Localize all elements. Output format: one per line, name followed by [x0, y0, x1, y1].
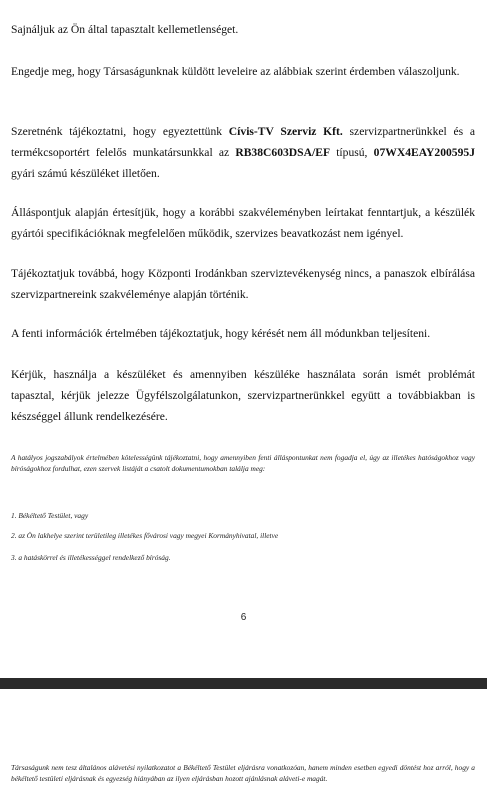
legal-notice: A hatályos jogszabályok értelmében kötelességünk tájékoztatni, hogy amennyiben fenti álláspontunkat nem fogadja el, úgy az illetékes hatóságokhoz vagy bíróságokhoz fordulhat, ezen szervek listáját a csatolt dokumentumokban találja meg: [11, 453, 475, 473]
consultation-text-2: szervizpartnerünkkel és a termékcsoportért felelős munkatársunkkal az [11, 125, 475, 159]
paragraph-intro: Engedje meg, hogy Társaságunknak küldött leveleire az alábbiak szerint érdemben válaszoljunk. [11, 65, 460, 78]
document-page-next [0, 689, 487, 800]
paragraph-consultation [11, 121, 475, 184]
paragraph-further-help: Kérjük, használja a készüléket és amennyiben készüléke használata során ismét problémát tapasztal, kérjük jelezze Ügyfélszolgálatunkon, szervizpartnerünkkel együtt a továbbiakban is készséggel állunk rendelkezésére. [11, 368, 475, 423]
product-serial-number: 07WX4EAY200595J [373, 146, 475, 159]
page-number: 6 [240, 612, 247, 623]
consultation-text-4: gyári számú készüléket illetően. [11, 167, 160, 180]
service-company-name: Cívis-TV Szerviz Kft. [228, 125, 343, 138]
paragraph-position: Álláspontjuk alapján értesítjük, hogy a korábbi szakvéleményben leírtakat fenntartjuk, a készülék gyártói specifikációknak megfelelően működik, szervizes beavatkozást nem igényel. [11, 206, 475, 240]
footer-note: Társaságunk nem tesz általános alávetési nyilatkozatot a Békéltető Testület eljárásra vonatkozóan, hanem minden esetben egyedi döntést hoz arról, hogy a békéltető testületi eljárásnak és egyezség hiányában az ilyen eljárásban hozott ajánlásnak aláveti-e magát. [11, 763, 475, 783]
list-item: 1. Békéltető Testület, vagy [11, 511, 89, 520]
paragraph-decision: A fenti információk értelmében tájékoztatjuk, hogy kérését nem áll módunkban teljesíteni. [11, 327, 431, 340]
consultation-text-1: Szeretnénk tájékoztatni, hogy egyeztettünk [11, 125, 229, 138]
consultation-text-3: típusú, [330, 146, 374, 159]
list-item: 2. az Ön lakhelye szerint területileg illetékes fővárosi vagy megyei Kormányhivatal, illetve [11, 531, 279, 540]
page-separator [0, 678, 487, 689]
paragraph-apology: Sajnáljuk az Ön által tapasztalt kellemetlenséget. [11, 23, 239, 36]
paragraph-service-info: Tájékoztatjuk továbbá, hogy Központi Irodánkban szerviztevékenység nincs, a panaszok elbírálása szervizpartnereink szakvéleménye alapján történik. [11, 267, 475, 301]
product-model-number: RB38C603DSA/EF [235, 146, 331, 159]
list-item: 3. a hatáskörrel és illetékességgel rendelkező bíróság. [11, 553, 171, 562]
